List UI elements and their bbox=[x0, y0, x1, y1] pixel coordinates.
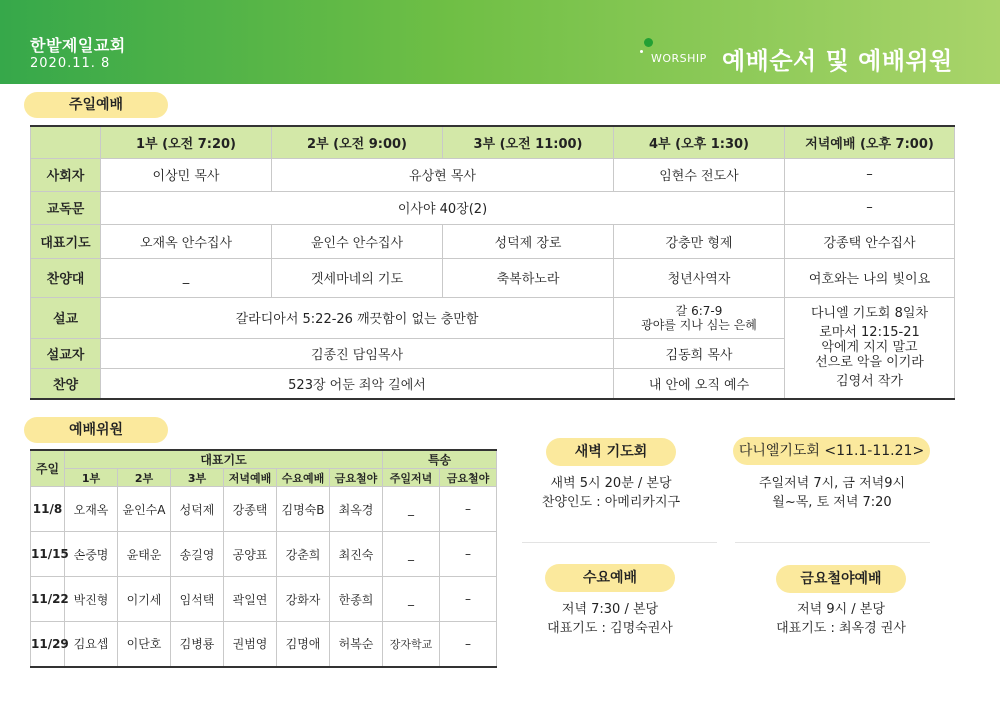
table-cell: 장자학교 bbox=[383, 622, 440, 667]
evening-line: 김영서 작가 bbox=[836, 374, 903, 390]
wednesday-prayer: 대표기도 : 김명숙권사 bbox=[547, 621, 673, 636]
table-cell: 송길영 bbox=[171, 532, 224, 577]
row-header: 대표기도 bbox=[31, 224, 101, 258]
evening-line: 다니엘 기도회 8일차 bbox=[811, 306, 928, 322]
table-cell: – bbox=[785, 158, 955, 191]
table-cell: _ bbox=[383, 577, 440, 622]
table-subheader-row bbox=[31, 469, 497, 487]
column-header: 금요철야 bbox=[330, 469, 383, 487]
table-cell: 겟세마네의 기도 bbox=[272, 258, 443, 297]
table-cell: 오재옥 bbox=[65, 487, 118, 532]
white-dot-icon bbox=[640, 50, 643, 53]
church-name: 한밭제일교회 bbox=[30, 36, 126, 55]
dawn-prayer-info bbox=[522, 474, 700, 512]
divider bbox=[735, 542, 930, 543]
table-cell: 강종택 안수집사 bbox=[785, 224, 955, 258]
table-row bbox=[31, 487, 497, 532]
sermon-title: 광야를 지나 심는 은혜 bbox=[641, 317, 757, 332]
table-cell: 성덕제 bbox=[171, 487, 224, 532]
table-row bbox=[31, 258, 955, 297]
wednesday-worship-info bbox=[520, 600, 700, 638]
table-row bbox=[31, 191, 955, 224]
committee-label: 예배위원 bbox=[24, 417, 168, 443]
table-cell: 임현수 전도사 bbox=[614, 158, 785, 191]
table-cell: – bbox=[440, 622, 497, 667]
column-header: 저녁예배 bbox=[224, 469, 277, 487]
table-cell: 유상현 목사 bbox=[272, 158, 614, 191]
table-cell: 강춘희 bbox=[277, 532, 330, 577]
table-cell: 권범영 bbox=[224, 622, 277, 667]
worship-label: WORSHIP bbox=[651, 52, 707, 65]
table-cell: 성덕제 장로 bbox=[443, 224, 614, 258]
table-cell: 최진숙 bbox=[330, 532, 383, 577]
table-cell: 손중명 bbox=[65, 532, 118, 577]
evening-line: 선으로 악을 이기라 bbox=[815, 355, 924, 371]
committee-table bbox=[30, 449, 497, 668]
table-cell: 박진형 bbox=[65, 577, 118, 622]
table-cell: _ bbox=[383, 532, 440, 577]
table-cell: 윤태운 bbox=[118, 532, 171, 577]
divider bbox=[522, 542, 717, 543]
column-header: 1부 bbox=[65, 469, 118, 487]
table-cell: 김병룡 bbox=[171, 622, 224, 667]
daniel-schedule-2: 월~목, 토 저녁 7:20 bbox=[772, 495, 892, 510]
table-cell: 허복순 bbox=[330, 622, 383, 667]
table-cell: 강화자 bbox=[277, 577, 330, 622]
date-cell: 11/22 bbox=[31, 577, 65, 622]
friday-worship-info bbox=[751, 600, 931, 638]
row-header: 찬양 bbox=[31, 368, 101, 399]
table-cell: – bbox=[440, 532, 497, 577]
column-header: 3부 (오전 11:00) bbox=[443, 126, 614, 158]
table-cell: 윤인수A bbox=[118, 487, 171, 532]
wednesday-worship-label: 수요예배 bbox=[545, 564, 675, 592]
date-cell: 11/29 bbox=[31, 622, 65, 667]
corner-cell bbox=[31, 126, 101, 158]
table-cell: 강충만 형제 bbox=[614, 224, 785, 258]
column-header: 2부 (오전 9:00) bbox=[272, 126, 443, 158]
table-cell: 윤인수 안수집사 bbox=[272, 224, 443, 258]
friday-worship-label: 금요철야예배 bbox=[776, 565, 906, 593]
table-cell: 김동희 목사 bbox=[614, 338, 785, 368]
table-header-row bbox=[31, 450, 497, 469]
page-title: 예배순서 및 예배위원 bbox=[722, 47, 953, 75]
date-cell: 11/8 bbox=[31, 487, 65, 532]
table-cell: – bbox=[440, 487, 497, 532]
column-header: 4부 (오후 1:30) bbox=[614, 126, 785, 158]
sunday-worship-label: 주일예배 bbox=[24, 92, 168, 118]
table-cell: – bbox=[440, 577, 497, 622]
table-row bbox=[31, 224, 955, 258]
prayer-header: 대표기도 bbox=[65, 450, 383, 469]
friday-prayer: 대표기도 : 최옥경 권사 bbox=[776, 621, 906, 636]
table-cell: 오재옥 안수집사 bbox=[101, 224, 272, 258]
table-row bbox=[31, 297, 955, 338]
table-cell: 이기세 bbox=[118, 577, 171, 622]
table-row bbox=[31, 532, 497, 577]
dawn-time: 새벽 5시 20분 / 본당 bbox=[550, 476, 672, 491]
special-song-header: 특송 bbox=[383, 450, 497, 469]
table-cell: 이상민 목사 bbox=[101, 158, 272, 191]
table-cell: _ bbox=[383, 487, 440, 532]
table-cell: 523장 어둔 죄악 길에서 bbox=[101, 368, 614, 399]
table-cell: _ bbox=[101, 258, 272, 297]
table-cell: – bbox=[785, 191, 955, 224]
daniel-prayer-info bbox=[742, 474, 922, 512]
row-header: 사회자 bbox=[31, 158, 101, 191]
column-header: 3부 bbox=[171, 469, 224, 487]
table-cell: 이단호 bbox=[118, 622, 171, 667]
column-header: 주일저녁 bbox=[383, 469, 440, 487]
row-header: 찬양대 bbox=[31, 258, 101, 297]
column-header: 1부 (오전 7:20) bbox=[101, 126, 272, 158]
table-cell: 곽일연 bbox=[224, 577, 277, 622]
sunday-worship-table bbox=[30, 125, 955, 400]
header-banner bbox=[0, 0, 1000, 84]
table-cell: 임석택 bbox=[171, 577, 224, 622]
date-cell: 11/15 bbox=[31, 532, 65, 577]
dawn-leader: 찬양인도 : 아메리카지구 bbox=[541, 495, 681, 510]
friday-time: 저녁 9시 / 본당 bbox=[797, 602, 885, 617]
evening-program-cell bbox=[785, 297, 955, 399]
table-cell: 김종진 담임목사 bbox=[101, 338, 614, 368]
table-cell: 김명숙B bbox=[277, 487, 330, 532]
evening-line: 악에게 지지 말고 bbox=[821, 340, 918, 356]
green-dot-icon bbox=[644, 38, 653, 47]
table-header-row bbox=[31, 126, 955, 158]
table-cell: 내 안에 오직 예수 bbox=[614, 368, 785, 399]
table-cell: 강종택 bbox=[224, 487, 277, 532]
row-header: 교독문 bbox=[31, 191, 101, 224]
table-cell: 축복하노라 bbox=[443, 258, 614, 297]
column-header: 저녁예배 (오후 7:00) bbox=[785, 126, 955, 158]
table-row bbox=[31, 158, 955, 191]
table-cell: 갈라디아서 5:22-26 깨끗함이 없는 충만함 bbox=[101, 297, 614, 338]
table-row bbox=[31, 622, 497, 667]
row-header: 설교자 bbox=[31, 338, 101, 368]
wednesday-time: 저녁 7:30 / 본당 bbox=[561, 602, 659, 617]
row-header: 설교 bbox=[31, 297, 101, 338]
table-cell: 김명애 bbox=[277, 622, 330, 667]
table-cell: 한종희 bbox=[330, 577, 383, 622]
table-row bbox=[31, 577, 497, 622]
table-cell: 여호와는 나의 빛이요 bbox=[785, 258, 955, 297]
table-cell: 청년사역자 bbox=[614, 258, 785, 297]
sermon-verse: 갈 6:7-9 bbox=[675, 303, 723, 318]
daniel-schedule-1: 주일저녁 7시, 금 저녁9시 bbox=[758, 476, 906, 491]
table-cell: 이사야 40장(2) bbox=[101, 191, 785, 224]
table-cell bbox=[614, 297, 785, 338]
table-cell: 최옥경 bbox=[330, 487, 383, 532]
evening-line: 로마서 12:15-21 bbox=[819, 325, 920, 341]
dawn-prayer-label: 새벽 기도회 bbox=[546, 438, 676, 466]
column-header: 2부 bbox=[118, 469, 171, 487]
column-header: 수요예배 bbox=[277, 469, 330, 487]
daniel-prayer-label: 다니엘기도회 <11.1-11.21> bbox=[733, 437, 930, 465]
column-header: 금요철야 bbox=[440, 469, 497, 487]
table-cell: 김요셉 bbox=[65, 622, 118, 667]
table-cell: 공양표 bbox=[224, 532, 277, 577]
date-header: 주일 bbox=[31, 450, 65, 487]
bulletin-date: 2020.11. 8 bbox=[30, 56, 111, 71]
